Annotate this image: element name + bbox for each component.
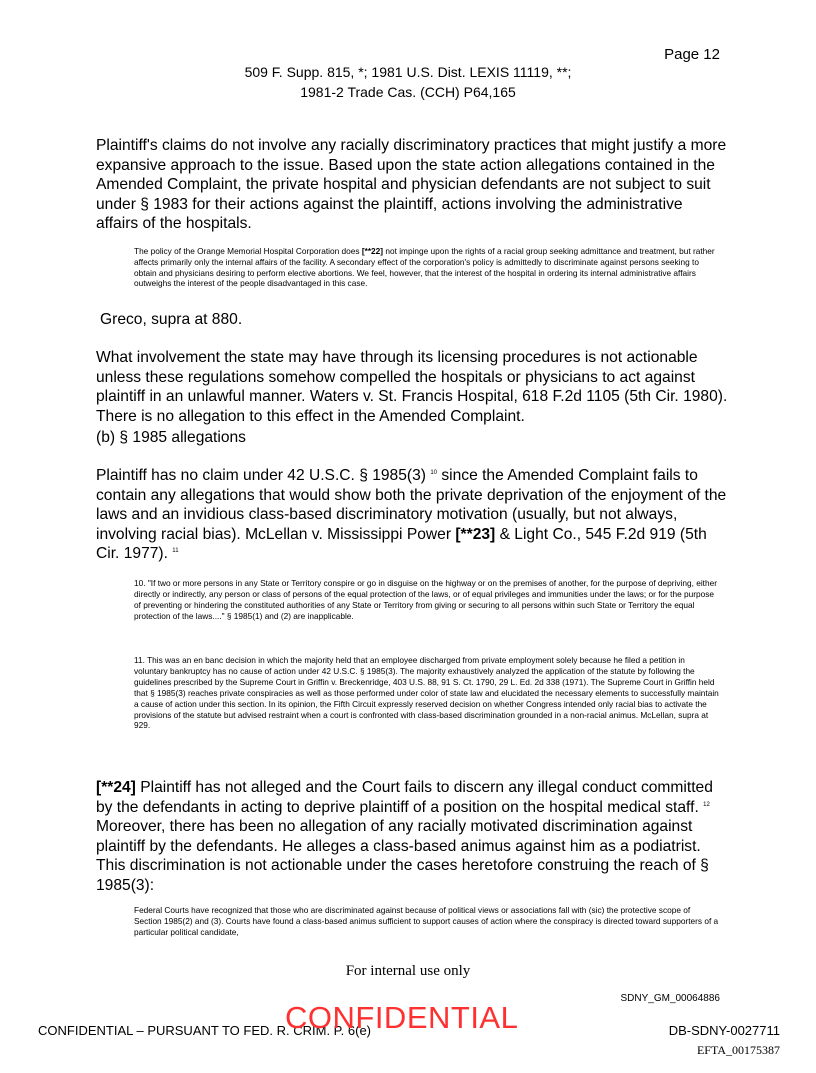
footnote-10: 10. "If two or more persons in any State or Territory conspire or go in disguise on the highway or on the premises of another, for the purpose of depriving, either directly or indirectly, any person or class of persons of the equal protection of the laws, or of equal privileges and immunities under the laws; or for the purpose of preventing or hindering the constituted authorities of any State or Territory from giving or securing to all persons within such State or Territory the equal protection of the laws...." § 1985(1) and (2) are inapplicable. [134,578,717,621]
footnote-ref-11[interactable]: 11 [172,548,179,555]
footnote-11: 11. This was an en banc decision in which the majority held that an employee discharged from private employment solely because he filed a petition in voluntary bankruptcy has no cause of action under 42 U.S.C. § 1985(3). The majority exhaustively analyzed the application of the statute by following the guidelines prescribed by the Supreme Court in Griffin v. Breckenridge, 403 U.S. 88, 91 S. Ct. 1790, 29 L. Ed. 2d 338 (1971). The Supreme Court in Griffin held that § 1985(3) reaches private conspiracies as well as those performed under color of state law and elucidated the necessary elements to successfully maintain a cause of action under this section. In its opinion, the Fifth Circuit expressly reserved decision on whether Congress intended only racial bias to activate the provisions of the statute but advised restraint when a court is confronted with class-based discrimination grounded in a non-racial animus. McLellan, supra at 929. [134,655,719,731]
star-page-22: [**22] [361,246,384,256]
section-heading-1985: (b) § 1985 allegations [96,429,246,446]
internal-use-notice: For internal use only [345,963,471,979]
paragraph-1985-claim: Plaintiff has no claim under 42 U.S.C. § 1985(3) $^{10}$ since the Amended Complaint fails to contain any allegations that would show both the private deprivation of the enjoyment of the laws and an invidious class-based discriminatory motivation (usually, but not always, involving racial bias). McLellan v. Mississippi Power [**23] & Light Co., 545 F.2d 919 (5th Cir. 1977). $^{11}$ [96,467,727,563]
block-quote-federal-courts: Federal Courts have recognized that those who are discriminated against because of political views or associations fall with (sic) the protective scope of Section 1985(2) and (3). Courts have found a class-based animus sufficient to support causes of action where the conspiracy is directed toward supporters of a particular political candidate, [134,905,719,937]
db-document-number: DB-SDNY-0027711 [668,1023,780,1038]
case-citation [0,62,816,102]
confidential-stamp: CONFIDENTIAL [285,1000,519,1035]
paragraph-no-illegal-conduct: [**24] Plaintiff has not alleged and the Court fails to discern any illegal conduct committed by the defendants in acting to deprive plaintiff of a position on the hospital medical staff. $^{12}$ Moreover, there has been no allegation of any racially motivated discrimination against plaintiff by the defendants. He alleges a class-based animus against him as a podiatrist. This discrimination is not actionable under the cases heretofore construing the reach of § 1985(3): [96,779,713,894]
block-quote-orange-memorial: The policy of the Orange Memorial Hospital Corporation does [**22] not impinge upon the rights of a racial group seeking admittance and treatment, but rather affects primarily only the internal affairs of the facility. A secondary effect of the corporation's policy is admittedly to discriminate against persons seeking to obtain and physicians desiring to perform elective abortions. We feel, however, that the interest of the hospital in ordering its internal administrative affairs outweighs the interest of the people disadvantaged in this case. [134,246,715,289]
citation-line-2: 1981-2 Trade Cas. (CCH) P64,165 [300,84,516,100]
paragraph-state-action: Plaintiff's claims do not involve any racially discriminatory practices that might justify a more expansive approach to the issue. Based upon the state action allegations contained in the Amended Complaint, the private hospital and physician defendants are not subject to suit under § 1983 for their actions against the plaintiff, actions involving the administrative affairs of the hospitals. [96,137,727,233]
efta-document-number: EFTA_00175387 [696,1043,780,1057]
star-page-24: [**24] [96,779,136,796]
citation-line-1: 509 F. Supp. 815, *; 1981 U.S. Dist. LEXIS 11119, **; [244,64,572,80]
footnote-ref-12[interactable]: 12 [703,801,710,808]
paragraph-licensing: What involvement the state may have through its licensing procedures is not actionable unless these regulations somehow compelled the hospitals or physicians to act against plaintiff in an unlawful manner. Waters v. St. Francis Hospital, 618 F.2d 1105 (5th Cir. 1980). There is no allegation to this effect in the Amended Complaint. [96,349,728,425]
star-page-23: [**23] [455,525,496,543]
confidential-notice: CONFIDENTIAL – PURSUANT TO FED. R. CRIM. P. 6(e) [38,1023,372,1038]
page-number: Page 12 [664,46,720,63]
greco-citation: Greco, supra at 880. [100,311,243,328]
footnote-ref-10[interactable]: 10 [430,469,437,476]
bates-number: SDNY_GM_00064886 [620,993,720,1004]
